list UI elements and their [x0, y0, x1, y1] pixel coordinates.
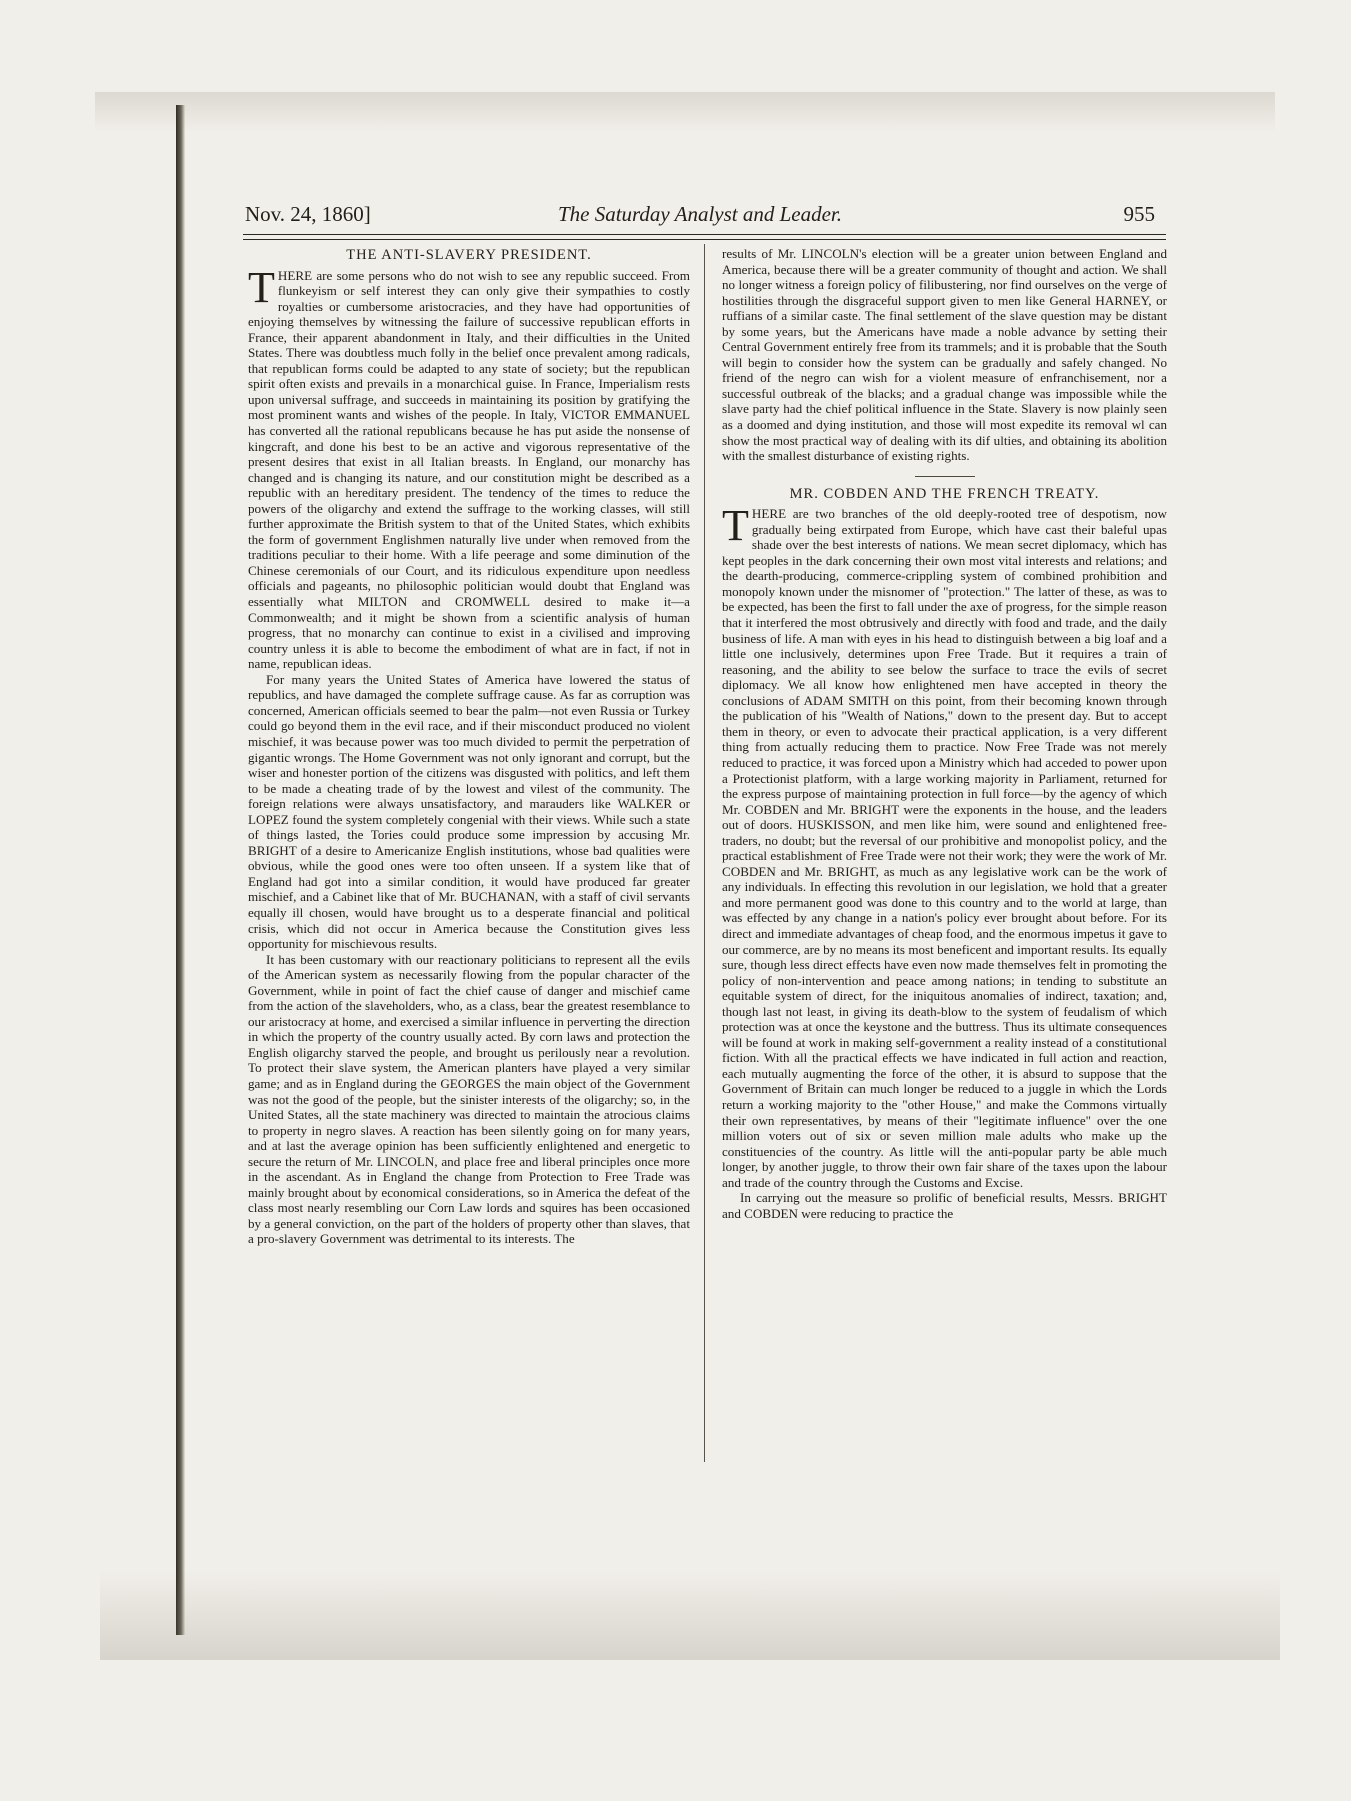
scan-edge-bottom [100, 1570, 1280, 1660]
drop-cap: T [722, 501, 749, 551]
article-paragraph [248, 262, 690, 672]
masthead: The Saturday Analyst and Leader. [557, 202, 843, 226]
page-header [245, 200, 1155, 230]
article-title-cobden: MR. COBDEN AND THE FRENCH TREATY. [789, 485, 1100, 502]
article-title-anti-slavery: THE ANTI-SLAVERY PRESIDENT. [346, 247, 592, 263]
column-left [248, 246, 690, 1247]
article-separator [915, 476, 975, 477]
paragraph-text: In carrying out the measure so prolific of beneficial results, Messrs. BRIGHT and COBDEN were reducing to practice the [722, 1190, 1167, 1221]
paragraph-text: For many years the United States of America have lowered the status of republics, and have damaged the complete suffrage cause. As far as corruption was concerned, American officials seemed to bear the palm—not even Russia or Turkey could go beyond them in the evil race, and if their misconduct produced no violent mischief, it was because power was too much divided to permit the perpetration of gigantic wrongs. The Home Government was not only ignorant and corrupt, but the wiser and honester portion of the citizens was disgusted with politics, and left them to be made a cheating trade of by the lowest and vilest of the community. The foreign relations were always unsatisfactory, and marauders like WALKER or LOPEZ found the system completely congenial with their views. While such a state of things lasted, the Tories could produce some impression by accusing Mr. BRIGHT of a desire to Americanize English institutions, whose bad qualities were obvious, while the good ones were too often unseen. If a system like that of England had got into a similar condition, it would have produced far greater mischief, and a Cabinet like that of Mr. BUCHANAN, with a staff of civil servants equally ill chosen, would have brought us to a desperate financial and political crisis, which did not occur in America because the Constitution gives less opportunity for mischievous results. [248, 671, 690, 952]
article-paragraph [248, 672, 690, 952]
binding-spine [176, 105, 185, 1635]
page-number: 955 [1123, 202, 1155, 226]
scan-edge-top [95, 92, 1275, 132]
column-right [722, 246, 1167, 1221]
header-rule [243, 234, 1166, 240]
issue-date: Nov. 24, 1860] [245, 202, 371, 226]
article-paragraph [722, 1190, 1167, 1221]
paragraph-text: results of Mr. LINCOLN's election will be a greater union between England and America, because there will be a greater community of thought and action. We shall no longer witness a foreign policy of filibustering, nor find ourselves on the verge of hostilities through the disgraceful support given to men like General HARNEY, or ruffians of a similar caste. The final settlement of the slave question may be distant by some years, but the Americans have made a noble advance by setting their Central Government entirely free from its trammels; and it is probable that the South will begin to consider how the system can be gradually and safely changed. No friend of the negro can wish for a violent measure of enfranchisement, nor a successful outbreak of the blacks; and a gradual change was impossible while the slave party had the chief political influence in the State. Slavery is now plainly seen as a doomed and dying institution, and those will most expedite its removal wl can show the most practical way of dealing with its dif ulties, and obtaining its abolition with the smallest disturbance of existing rights. [722, 246, 1167, 464]
article-continuation [722, 246, 1167, 464]
paragraph-text: It has been customary with our reactionary politicians to represent all the evils of the American system as necessarily flowing from the popular character of the Government, while in point of fact the chief cause of danger and mischief came from the action of the slaveholders, who, as a class, bear the greatest resemblance to our aristocracy at home, and exercised a similar influence in perverting the direction in which the property of the country usually acted. By corn laws and protection the English oligarchy starved the people, and brought us perilously near a revolution. To protect their slave system, the American planters have played a very similar game; and as in England during the GEORGES the main object of the Government was not the good of the people, but the sinister interests of the oligarchy; so, in the United States, all the state machinery was directed to maintain the atrocious claims to property in negro slaves. A reaction has been silently going on for many years, and at last the average opinion has been sufficiently enlightened and energetic to secure the return of Mr. LINCOLN, and place free and liberal principles once more in the ascendant. As in England the change from Protection to Free Trade was mainly brought about by economical considerations, so in America the defeat of the class most nearly resembling our Corn Law lords and squires has been occasioned by a general conviction, on the part of the holders of property other than slaves, that a pro-slavery Government was detrimental to its interests. The [248, 951, 690, 1247]
article-paragraph [722, 501, 1167, 1190]
article-paragraph [248, 952, 690, 1247]
column-divider [704, 244, 705, 1462]
paragraph-text: HERE are some persons who do not wish to see any republic succeed. From flunkeyism or self interest they can only give their sympathies to costly royalties or cumbersome aristocracies, and they have had opportunities of enjoying themselves by witnessing the failure of successive republican efforts in France, their apparent abandonment in Italy, and their difficulties in the United States. There was doubtless much folly in the belief once prevalent among radicals, that republican forms could be adapted to any state of society; but the republican spirit often exists and prevails in a monarchical guise. In France, Imperialism rests upon universal suffrage, and succeeds in maintaining its position by gratifying the most prominent wants and wishes of the people. In Italy, VICTOR EMMANUEL has converted all the rational republicans because he has put aside the nonsense of kingcraft, and done his best to be an active and vigorous representative of the present desires that exist in all Italian breasts. In England, our monarchy has changed and is changing its nature, and our constitution might be described as a republic with an hereditary president. The tendency of the times to reduce the powers of the oligarchy and extend the suffrage to the working classes, will still further approximate the British system to that of the United States, which exhibits the form of government Englishmen naturally live under when removed from the traditions peculiar to their home. With a life peerage and some diminution of the Chinese ceremonials of our Court, and its ridiculous expenditure upon needless officials and pageants, no philosophic politician would doubt that England was essentially what MILTON and CROMWELL desired to make it—a Commonwealth; and it might be shown from a scientific analysis of human progress, that no monarchy can continue to exist in a civilised and improving country unless it is able to become the embodiment of what are in fact, if not in name, republican ideas. [248, 267, 690, 672]
drop-cap: T [248, 262, 275, 312]
paragraph-text: HERE are two branches of the old deeply-rooted tree of despotism, now gradually being extirpated from Europe, which have cast their baleful upas shade over the best interests of nations. We mean secret diplomacy, which has kept peoples in the dark concerning their own most vital interests and relations; and the dearth-producing, commerce-crippling system of combined prohibition and monopoly known under the misnomer of "protection." The latter of these, as was to be expected, has been the first to fall under the axe of progress, for the simple reason that it interfered the most obtrusively and directly with food and trade, and the daily business of life. A man with eyes in his head to distinguish between a big loaf and a little one inclusively, determines upon Free Trade. But it requires a train of reasoning, and the ability to see below the surface to trace the evils of secret diplomacy. We all know how enlightened men have accepted in theory the conclusions of ADAM SMITH on this point, from their becoming known through the publication of his "Wealth of Nations," down to the present day. But to accept them in theory, or even to advocate their practical application, is a very different thing from actually reducing them to practice. Now Free Trade was not merely reduced to practice, it was forced upon a Ministry which had acceded to power upon a Protectionist platform, with a large working majority in Parliament, returned for the express purpose of maintaining protection in full force—by the agency of which Mr. COBDEN and Mr. BRIGHT were the exponents in the house, and the leaders out of doors. HUSKISSON, and men like him, were sound and enlightened free-traders, no doubt; but the reversal of our prohibitive and monopolist policy, and the practical establishment of Free Trade were not their work; they were the work of Mr. COBDEN and Mr. BRIGHT, as much as any legislative work can be the work of any individuals. In effecting this revolution in our legislation, we hold that a greater and more permanent good was done to this country and to the world at large, than was effected by any change in a nation's policy ever brought about before. For its direct and immediate advantages of cheap food, and the enormous impetus it gave to our commerce, are by no means its most beneficent and important results. Its equally sure, though less direct effects have even now made themselves felt in promoting the policy of non-intervention and peace among nations; in tending to substitute an equitable system of direct, for the iniquitous anomalies of indirect, taxation; and, though last not least, in giving its death-blow to the system of feudalism of which protection was at once the keystone and the buttress. Thus its ultimate consequences will be found at work in making self-government a reality instead of a constitutional fiction. With all the practical effects we have indicated in full action and reaction, each mutually augmenting the force of the other, it is absurd to suppose that the Government of Britain can much longer be reduced to a juggle in which the Lords return a working majority to the "other House," and make the Commons virtually their own representatives, by means of their "legitimate influence" over the one million voters out of six or seven million male adults who make up the constituencies of the country. As little will the anti-popular party be able much longer, by another juggle, to throw their own fair share of the taxes upon the labour and trade of the country through the Customs and Excise. [722, 506, 1167, 1190]
